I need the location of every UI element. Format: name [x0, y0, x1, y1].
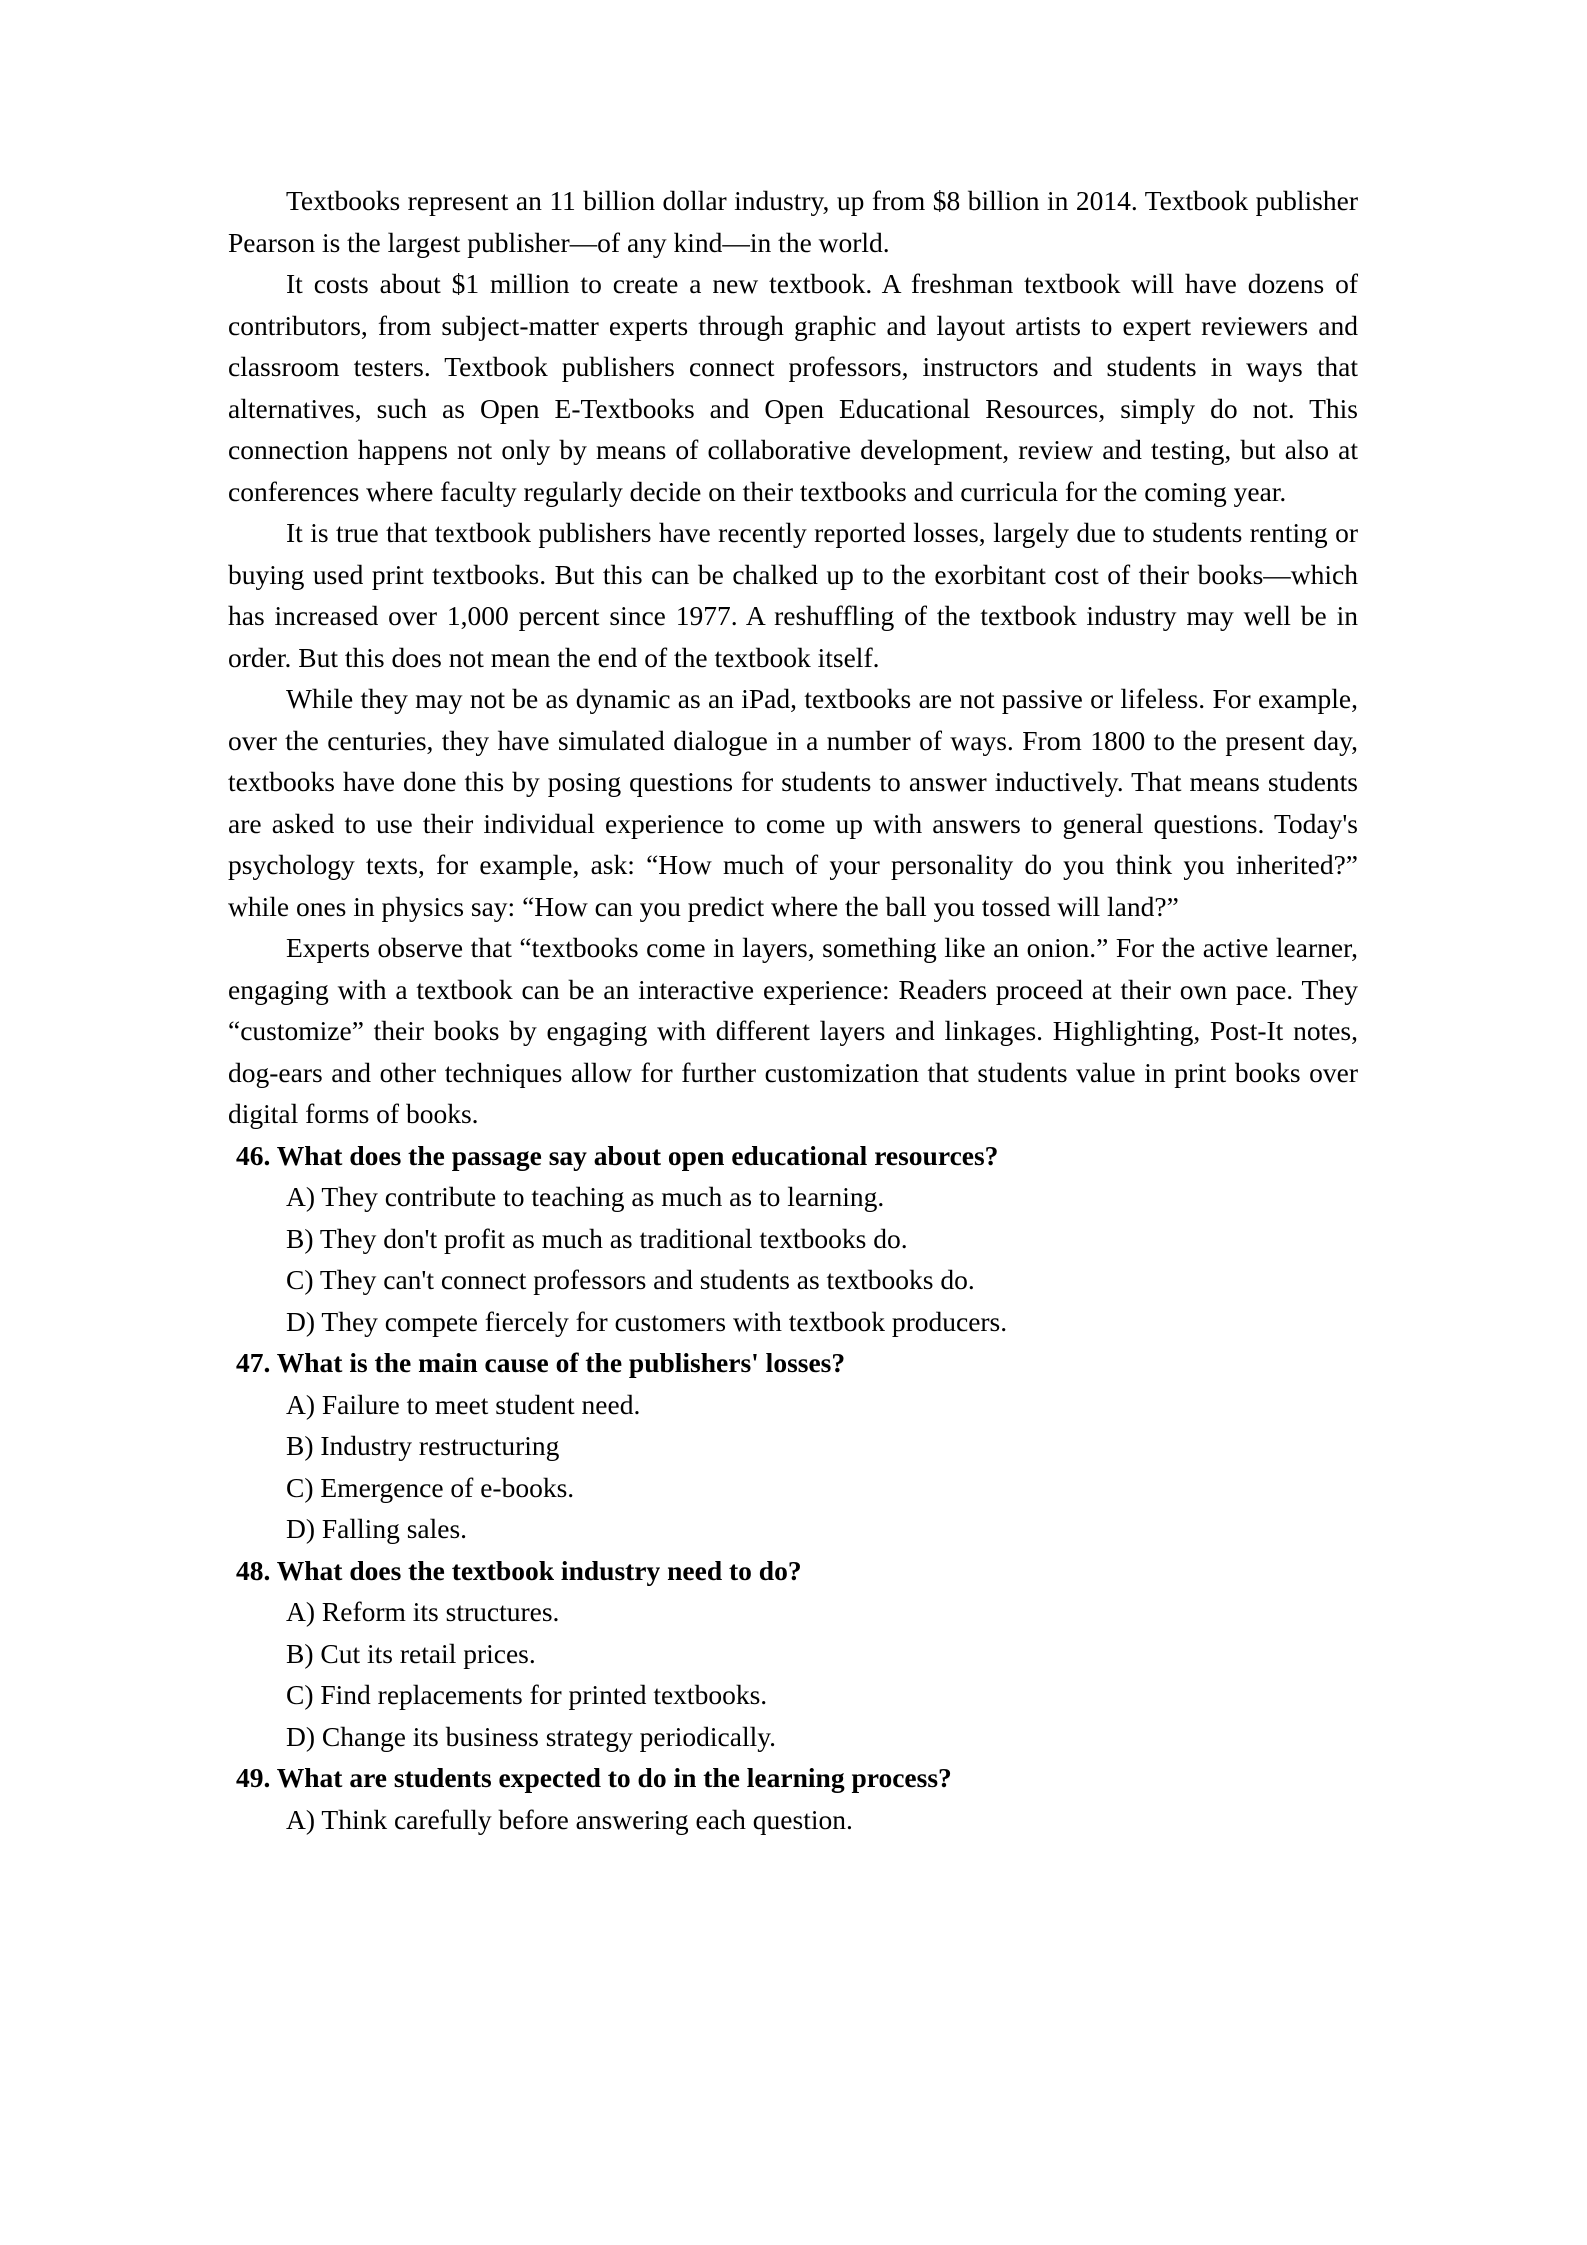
- question-47-option-c[interactable]: C) Emergence of e-books.: [286, 1471, 575, 1503]
- document-page: [228, 180, 1358, 1840]
- question-47-option-b[interactable]: B) Industry restructuring: [286, 1430, 560, 1461]
- question-46-option-a[interactable]: A) They contribute to teaching as much as to learning.: [286, 1181, 885, 1212]
- question-46-prompt: 46. What does the passage say about open educational resources?: [236, 1139, 999, 1171]
- question-48: [228, 1550, 1358, 1758]
- question-46-option-c[interactable]: C) They can't connect professors and students as textbooks do.: [286, 1264, 975, 1295]
- question-48-option-b[interactable]: B) Cut its retail prices.: [286, 1637, 536, 1669]
- question-46-option-b[interactable]: B) They don't profit as much as traditional textbooks do.: [286, 1222, 908, 1254]
- question-49: [228, 1757, 1358, 1840]
- question-46: [228, 1135, 1358, 1343]
- question-47-option-d[interactable]: D) Falling sales.: [286, 1513, 468, 1544]
- question-46-option-d[interactable]: D) They compete fiercely for customers with textbook producers.: [286, 1305, 1008, 1337]
- question-48-prompt: 48. What does the textbook industry need to do?: [236, 1554, 802, 1586]
- question-48-option-a[interactable]: A) Reform its structures.: [286, 1596, 560, 1627]
- question-47: [228, 1342, 1358, 1550]
- question-48-option-d[interactable]: D) Change its business strategy periodically.: [286, 1720, 777, 1752]
- passage-paragraph-5: Experts observe that “textbooks come in layers, something like an onion.” For the active learner, engaging with a textbook can be an interactive experience: Readers proceed at their own pace. They “customize” their books by engaging with different layers and linkages. Highlighting, Post-It notes, dog-ears and other techniques allow for further customization that students value in print books over digital forms of books.: [228, 932, 1358, 1129]
- question-49-prompt: 49. What are students expected to do in the learning process?: [236, 1762, 952, 1793]
- question-49-option-a[interactable]: A) Think carefully before answering each question.: [286, 1803, 853, 1835]
- question-47-option-a[interactable]: A) Failure to meet student need.: [286, 1388, 641, 1420]
- passage-paragraph-1: Textbooks represent an 11 billion dollar industry, up from $8 billion in 2014. Textbook publisher Pearson is the largest publisher—of any kind—in the world.: [228, 185, 1358, 258]
- passage-paragraph-2: It costs about $1 million to create a new textbook. A freshman textbook will have dozens of contributors, from subject-matter experts through graphic and layout artists to expert reviewers and classroom testers. Textbook publishers connect professors, instructors and students in ways that alternatives, such as Open E-Textbooks and Open Educational Resources, simply do not. This connection happens not only by means of collaborative development, review and testing, but also at conferences where faculty regularly decide on their textbooks and curricula for the coming year.: [228, 268, 1358, 507]
- question-47-prompt: 47. What is the main cause of the publishers' losses?: [236, 1347, 846, 1378]
- passage-paragraph-4: While they may not be as dynamic as an iPad, textbooks are not passive or lifeless. For example, over the centuries, they have simulated dialogue in a number of ways. From 1800 to the present day, textbooks have done this by posing questions for students to answer inductively. That means students are asked to use their individual experience to come up with answers to general questions. Today's psychology texts, for example, ask: “How much of your personality do you think you inherited?” while ones in physics say: “How can you predict where the ball you tossed will land?”: [228, 683, 1358, 922]
- question-48-option-c[interactable]: C) Find replacements for printed textbooks.: [286, 1679, 768, 1710]
- passage-paragraph-3: It is true that textbook publishers have recently reported losses, largely due to students renting or buying used print textbooks. But this can be chalked up to the exorbitant cost of their books—which has increased over 1,000 percent since 1977. A reshuffling of the textbook industry may well be in order. But this does not mean the end of the textbook itself.: [228, 517, 1358, 673]
